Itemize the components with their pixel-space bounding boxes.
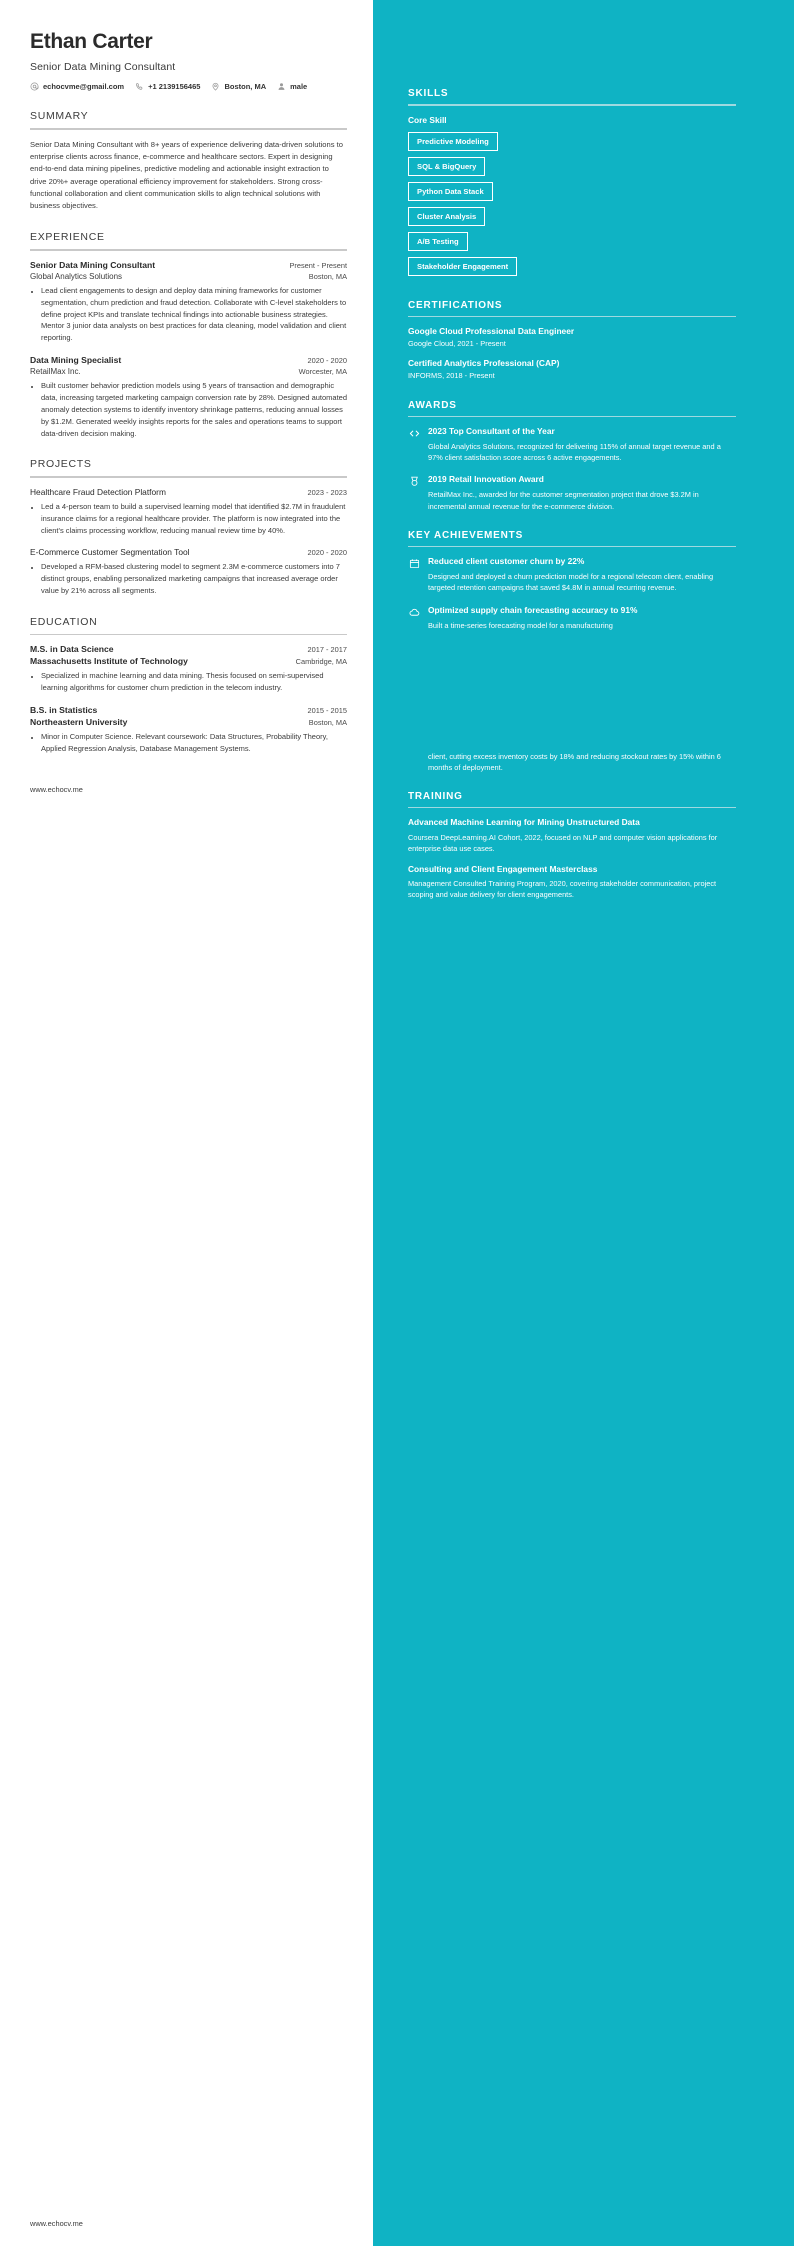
contact-gender-text: male [290,82,308,92]
education-location: Cambridge, MA [295,657,347,667]
contact-location [211,82,266,91]
page-title: Ethan Carter [30,30,153,53]
education-location: Boston, MA [308,718,347,728]
list-item: • Minor in Computer Science. Relevant coursework: Data Structures, Probability Theory, Applied Regression Analysis, Database Management Systems. [41,731,347,755]
education-date: 2017 - 2017 [307,645,347,655]
training-description: Management Consulted Training Program, 2020, covering stakeholder communication, project scoping and value delivery for client engagements. [408,878,717,899]
award-item [408,426,736,463]
skill-chip: A/B Testing [408,232,468,251]
key-achievements-heading: KEY ACHIEVEMENTS [408,529,524,541]
section-experience [30,231,347,439]
certification-item [408,358,736,381]
project-bullets [30,501,347,537]
experience-company: RetailMax Inc. [30,367,81,377]
education-degree: B.S. in Statistics [30,705,98,716]
job-title: Senior Data Mining Consultant [30,61,176,74]
award-title: 2019 Retail Innovation Award [428,474,544,485]
divider [30,249,347,251]
skill-chip: Python Data Stack [408,182,493,201]
divider [408,416,736,418]
experience-date: 2020 - 2020 [307,356,347,366]
achievement-item [408,605,736,773]
divider [408,316,736,318]
awards-heading: AWARDS [408,399,457,411]
list-item: • Developed a RFM-based clustering model to segment 2.3M e-commerce customers into 7 distinct groups, enabling personalized marketing campaigns that increased average order value by 21% across all segments. [41,561,347,597]
sidebar-section-training [408,791,736,900]
contact-row [30,82,347,91]
section-education [30,616,347,755]
award-title: 2023 Top Consultant of the Year [428,426,555,437]
education-item [30,644,347,694]
skill-chip-list [408,132,736,282]
skills-subheading: Core Skill [408,114,447,125]
experience-location: Worcester, MA [298,367,347,377]
award-item [408,474,736,511]
project-item [30,547,347,597]
achievement-item [408,556,736,593]
experience-location: Boston, MA [308,271,347,281]
sidebar-section-skills [408,88,736,282]
education-school: Northeastern University [30,717,128,728]
achievement-title: Reduced client customer churn by 22% [428,556,585,567]
award-description: RetailMax Inc., awarded for the customer segmentation project that drove $3.2M in incremental annual revenue for the e-commerce division. [428,490,699,511]
phone-icon [135,82,144,91]
divider [408,807,736,809]
code-brackets-icon [408,427,421,440]
location-pin-icon [211,82,220,91]
experience-heading: EXPERIENCE [30,231,105,244]
section-projects [30,458,347,597]
divider [30,128,347,130]
project-bullets [30,561,347,597]
education-heading: EDUCATION [30,615,98,628]
divider [408,104,736,106]
cloud-icon [408,606,421,619]
experience-role: Senior Data Mining Consultant [30,259,156,270]
education-bullets [30,670,347,694]
projects-heading: PROJECTS [30,458,92,471]
training-heading: TRAINING [408,790,463,802]
achievement-title: Optimized supply chain forecasting accuracy to 91% [428,604,638,615]
certification-meta: Google Cloud, 2021 - Present [408,338,506,348]
calendar-icon [408,557,421,570]
list-item: • Built customer behavior prediction models using 5 years of transaction and demographic data, increasing targeted marketing campaign conversion rate by 28%. Designed automated anomaly detection systems to identify inventory shrinkage patterns, reducing annual losses by $1.2M. Generated weekly insights reports for the sales and operations teams to support data-driven decision making. [41,380,347,439]
summary-heading: SUMMARY [30,110,89,123]
person-icon [277,82,286,91]
experience-item [30,260,347,344]
experience-role: Data Mining Specialist [30,355,122,366]
section-summary [30,110,347,212]
education-date: 2015 - 2015 [307,706,347,716]
sidebar-section-key-achievements [408,530,736,773]
list-item: • Specialized in machine learning and data mining. Thesis focused on semi-supervised learning algorithms for customer churn prediction in the telecom industry. [41,670,347,694]
contact-email-text: echocvme@gmail.com [43,82,125,92]
divider [30,476,347,478]
education-bullets [30,731,347,755]
project-date: 2023 - 2023 [307,487,347,497]
experience-bullets [30,285,347,344]
experience-company: Global Analytics Solutions [30,271,123,281]
experience-bullets [30,380,347,439]
contact-gender [277,82,307,91]
list-item: • Lead client engagements to design and deploy data mining frameworks for customer segmentation, churn prediction and fraud detection. Collaborate with C-level stakeholders to define project KPIs and translate technical findings into actionable business strategies. Mentor 3 junior data analysts on best practices for data cleaning, model validation and client reporting. [41,285,347,344]
sidebar [373,0,794,2246]
sidebar-section-certifications [408,300,736,382]
divider [30,634,347,636]
skill-chip: SQL & BigQuery [408,157,485,176]
training-item [408,864,736,900]
certification-name: Certified Analytics Professional (CAP) [408,358,560,369]
training-name: Consulting and Client Engagement Masterclass [408,863,598,874]
project-name: Healthcare Fraud Detection Platform [30,486,166,497]
skill-chip: Stakeholder Engagement [408,257,517,276]
achievement-description: Built a time-series forecasting model for a manufacturing [428,620,613,630]
training-item [408,817,736,853]
achievement-description: Designed and deployed a churn prediction model for a regional telecom client, enabling targeted retention campaigns that saved $4.8M in annual recurring revenue. [428,572,714,593]
divider [408,546,736,548]
skill-chip: Cluster Analysis [408,207,485,226]
certification-meta: INFORMS, 2018 - Present [408,371,495,381]
email-icon [30,82,39,91]
award-description: Global Analytics Solutions, recognized for delivering 115% of annual target revenue and a 97% client satisfaction score across 6 active engagements. [428,442,721,463]
certifications-heading: CERTIFICATIONS [408,299,503,311]
experience-date: Present - Present [289,260,347,270]
contact-email[interactable] [30,82,124,91]
training-description: Coursera DeepLearning.AI Cohort, 2022, focused on NLP and computer vision applications for enterprise data use cases. [408,832,718,853]
summary-text: Senior Data Mining Consultant with 8+ years of experience delivering data-driven solutions to enterprise clients across finance, e-commerce and healthcare sectors. Expert in designing end-to-end data mining pipelines, predictive modeling and actionable insight extraction to drive 20%+ average operational efficiency improvement for stakeholders. Strong cross-functional collaboration and client communication skills to align technical solutions with business objectives. [30,139,343,211]
achievement-description-continued: client, cutting excess inventory costs by 18% and reducing stockout rates by 15% within 6 months of deployment. [428,751,721,772]
experience-item [30,355,347,439]
education-degree: M.S. in Data Science [30,644,114,655]
skill-chip: Predictive Modeling [408,132,498,151]
award-medal-icon [408,475,421,488]
education-school: Massachusetts Institute of Technology [30,656,188,667]
education-item [30,705,347,755]
certification-name: Google Cloud Professional Data Engineer [408,326,575,336]
sidebar-section-awards [408,400,736,512]
main-column [0,0,373,2246]
footer-bottom-url[interactable]: www.echocv.me [30,2219,83,2228]
list-item: • Led a 4-person team to build a supervised learning model that identified $2.7M in fraudulent insurance claims for a regional healthcare provider. The platform is now integrated into the client's claims processing workflow, reducing manual review time by 40%. [41,501,347,537]
footer-url[interactable]: www.echocv.me [30,784,83,794]
project-date: 2020 - 2020 [307,548,347,558]
project-item [30,487,347,537]
certification-item [408,326,736,349]
contact-phone[interactable] [135,82,200,91]
project-name: E-Commerce Customer Segmentation Tool [30,547,190,558]
training-name: Advanced Machine Learning for Mining Unstructured Data [408,817,640,828]
contact-phone-text: +1 2139156465 [148,82,201,92]
contact-location-text: Boston, MA [224,82,267,92]
skills-heading: SKILLS [408,88,449,99]
